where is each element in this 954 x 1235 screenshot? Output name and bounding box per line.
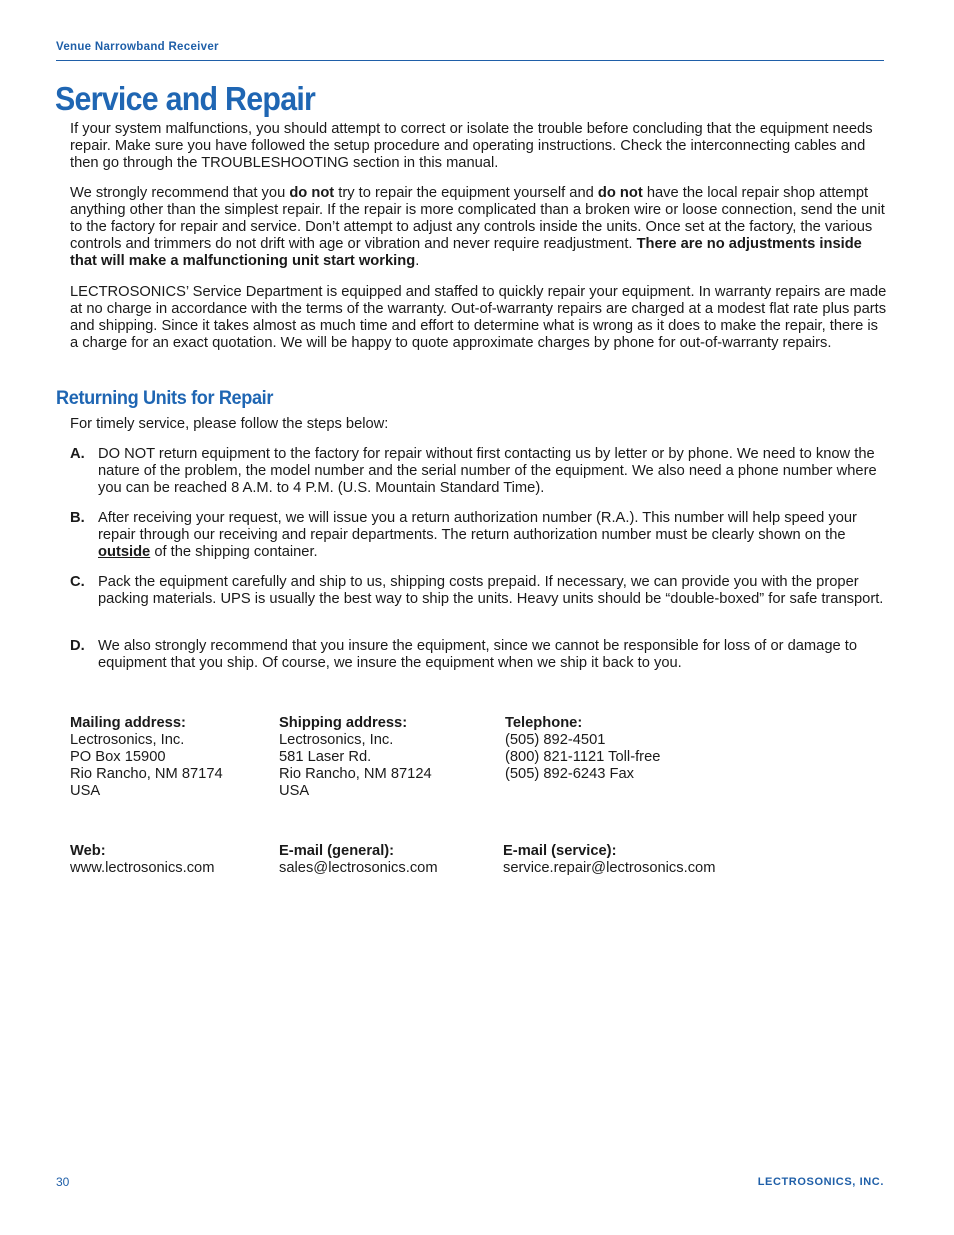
address-line: Lectrosonics, Inc. bbox=[279, 732, 394, 748]
email-service-address[interactable]: service.repair@lectrosonics.com bbox=[503, 860, 716, 876]
mailing-address-block bbox=[70, 715, 223, 800]
web-block bbox=[70, 843, 214, 877]
header-divider bbox=[56, 60, 884, 61]
step-a bbox=[70, 446, 888, 497]
p2-text-a: We strongly recommend that you bbox=[70, 185, 290, 201]
mailing-address-label: Mailing address: bbox=[70, 715, 186, 731]
p2-text-g: . bbox=[415, 253, 420, 269]
step-letter: A. bbox=[70, 446, 85, 462]
phone-number: (505) 892-6243 Fax bbox=[505, 766, 635, 782]
phone-number: (505) 892-4501 bbox=[505, 732, 606, 748]
step-text: Pack the equipment carefully and ship to us, shipping costs prepaid. If necessary, we can provide you with the proper packing materials. UPS is usually the best way to ship the units. Heavy units should be “double-boxed” for safe transport. bbox=[98, 574, 884, 607]
step-text: We also strongly recommend that you insure the equipment, since we cannot be responsible for loss of or damage to equipment that you ship. Of course, we insure the equipment when we ship it back to you. bbox=[98, 638, 857, 671]
step-letter: B. bbox=[70, 510, 85, 526]
running-header: Venue Narrowband Receiver bbox=[56, 41, 219, 53]
p2-emphasis-do-not-2: do not bbox=[597, 185, 643, 201]
telephone-label: Telephone: bbox=[505, 715, 583, 731]
step-b bbox=[70, 510, 888, 561]
page-number: 30 bbox=[56, 1175, 70, 1189]
step-letter: C. bbox=[70, 574, 85, 590]
returning-intro: For timely service, please follow the steps below: bbox=[70, 416, 389, 432]
email-general-block bbox=[279, 843, 438, 877]
paragraph-service-department: LECTROSONICS’ Service Department is equipped and staffed to quickly repair your equipment. In warranty repairs are made at no charge in accordance with the terms of the warranty. Out-of-warranty repairs are charged at a modest flat rate plus parts and shipping. Since it takes almost as much time and effort to determine what is wrong as it does to make the repair, there is a charge for an exact quotation. We will be happy to quote approximate charges by phone for out-of-warranty repairs. bbox=[70, 284, 887, 351]
step-c bbox=[70, 574, 888, 608]
section-title-returning-units: Returning Units for Repair bbox=[56, 387, 274, 409]
email-general-address[interactable]: sales@lectrosonics.com bbox=[279, 860, 438, 876]
address-line: Rio Rancho, NM 87174 bbox=[70, 766, 223, 782]
step-d bbox=[70, 638, 888, 672]
email-service-label: E-mail (service): bbox=[503, 843, 617, 859]
p2-text-c: try to repair the equipment yourself and bbox=[334, 185, 598, 201]
step-b-emphasis-outside: outside bbox=[98, 544, 151, 560]
telephone-block bbox=[505, 715, 660, 783]
address-line: USA bbox=[70, 783, 101, 799]
address-line: PO Box 15900 bbox=[70, 749, 166, 765]
step-text: DO NOT return equipment to the factory for repair without first contacting us by letter or by phone. We need to know the nature of the problem, the model number and the serial number of the equipment. We also need a phone number where you can be reached 8 A.M. to 4 P.M. (U.S. Mountain Standard Time). bbox=[98, 446, 877, 496]
web-url[interactable]: www.lectrosonics.com bbox=[70, 860, 215, 876]
step-b-text-c: of the shipping container. bbox=[150, 544, 318, 560]
step-letter: D. bbox=[70, 638, 85, 654]
address-line: Lectrosonics, Inc. bbox=[70, 732, 185, 748]
shipping-address-label: Shipping address: bbox=[279, 715, 408, 731]
step-b-text-a: After receiving your request, we will issue you a return authorization number (R.A.). This number will help speed your repair through our receiving and repair departments. The return authorization number must be clearly shown on the bbox=[98, 510, 857, 543]
email-service-block bbox=[503, 843, 715, 877]
p2-emphasis-do-not-1: do not bbox=[289, 185, 335, 201]
footer-company-name: LECTROSONICS, INC. bbox=[757, 1176, 884, 1188]
step-text bbox=[98, 510, 888, 561]
shipping-address-block bbox=[279, 715, 432, 800]
p2-text-e: have the local repair shop attempt anything other than the simplest repair. If the repair is more complicated than a broken wire or loose connection, send the unit to the factory for repair and service. Don’t attempt to adjust any controls inside the units. Once set at the factory, the various controls and trimmers do not drift with age or vibration and never require readjustment. bbox=[70, 185, 885, 252]
paragraph-repair-advice bbox=[70, 185, 888, 270]
address-line: USA bbox=[279, 783, 310, 799]
web-label: Web: bbox=[70, 843, 106, 859]
page-title: Service and Repair bbox=[55, 80, 316, 117]
address-line: Rio Rancho, NM 87124 bbox=[279, 766, 432, 782]
phone-number: (800) 821-1121 Toll-free bbox=[505, 749, 661, 765]
address-line: 581 Laser Rd. bbox=[279, 749, 372, 765]
email-general-label: E-mail (general): bbox=[279, 843, 395, 859]
paragraph-troubleshoot: If your system malfunctions, you should attempt to correct or isolate the trouble before concluding that the equipment needs repair. Make sure you have followed the setup procedure and operating instructions. Check the interconnecting cables and then go through the TROUBLESHOOTING section in this manual. bbox=[70, 121, 873, 171]
p2-emphasis-no-adjustments: There are no adjustments inside that will make a malfunctioning unit start working bbox=[70, 236, 862, 269]
